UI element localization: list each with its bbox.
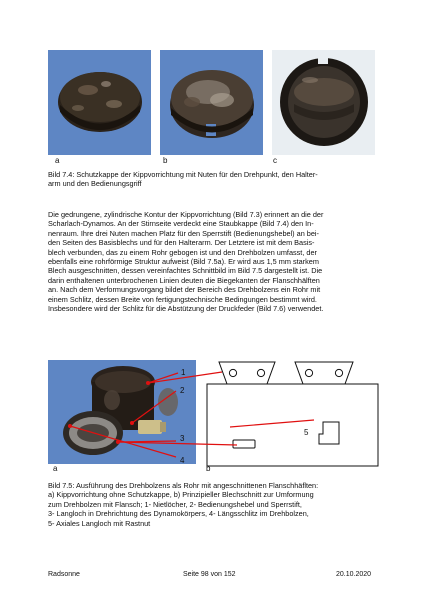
figure-7-5-caption — [48, 481, 384, 528]
body-line: nenraum. Ihre drei Nuten machen Platz für den Sperrstift (Bedienungshebel) an bei- — [48, 228, 319, 238]
body-paragraph — [48, 210, 384, 313]
callout-4: 4 — [180, 456, 185, 465]
figure-7-4-caption — [48, 170, 384, 189]
figure-7-5-label-b: b — [206, 464, 211, 473]
rivet-hole-left-2 — [257, 369, 264, 376]
figure-7-5-caption-line: Bild 7.5: Ausführung des Drehbolzens als Rohr mit angeschnittenen Flanschhäflten: — [48, 481, 319, 490]
footer-left: Radsonne — [48, 571, 80, 578]
rivet-hole-left — [229, 369, 236, 376]
body-line: ebenfalls eine rohrförmige Struktur aufweist (Bild 7.5a). Er wird aus 1,5 mm starkem — [48, 257, 319, 267]
rivet-hole-right — [305, 369, 312, 376]
footer-page-number: Seite 98 von 152 — [183, 571, 236, 578]
body-line: Blech ausgeschnitten, dessen vereinfachtes Schnittbild im Bild 7.5 dargestellt ist. Die — [48, 266, 323, 276]
figure-7-4-caption-line1: Bild 7.4: Schutzkappe der Kippvorrichtung mit Nuten für den Drehpunkt, den Halter- — [48, 170, 318, 179]
callout-3: 3 — [180, 434, 185, 443]
figure-7-4-label-a: a — [55, 156, 60, 165]
sheet-metal-cut-drawing — [205, 360, 380, 468]
photo-cap-angled-view — [160, 50, 263, 155]
rivet-hole-right-2 — [335, 369, 342, 376]
figure-7-5-caption-line: 5- Axiales Langloch mit Rastnut — [48, 518, 151, 528]
photo-cap-top-view — [48, 50, 151, 155]
body-line: einem Schlitz, dessen Breite von fertigungstechnische Bedingungen bestimmt wird. — [48, 294, 317, 304]
body-line: darin enthaltenen unterbrochenen Linien deuten die Biegekanten der Flanschhälften — [48, 275, 320, 285]
body-line: Insbesondere wird der Schlitz für die Abstützung der Druckfeder (Bild 7.6) verwendet. — [48, 304, 324, 314]
figure-7-5-caption-line: zum Drehbolzen mit Flansch; 1- Nietlöcher, 2- Bedienungshebel und Sperrstift, — [48, 499, 302, 509]
callout-5: 5 — [304, 428, 309, 437]
body-line: an. Nach dem Verformungsvorgang bildet der Bereich des Drehbolzens ein Rohr mit — [48, 285, 321, 295]
footer-date: 20.10.2020 — [336, 571, 372, 578]
callout-2: 2 — [180, 386, 185, 395]
body-line: Scharlach-Dynamos. An der Stirnseite verdeckt eine Staubkappe (Bild 7.4) den In- — [48, 219, 314, 229]
figure-7-4-label-c: c — [273, 156, 277, 165]
photo-cap-inside-view — [272, 50, 375, 155]
callout-1: 1 — [181, 368, 186, 377]
figure-7-5-label-a: a — [53, 464, 58, 473]
figure-7-4-caption-line2: arm und den Bedienungsgriff — [48, 179, 142, 189]
figure-7-5-caption-line: a) Kippvorrichtung ohne Schutzkappe, b) Prinzipieller Blechschnitt zur Umformung — [48, 490, 314, 500]
photo-tilt-mechanism — [48, 360, 196, 464]
figure-7-4-label-b: b — [163, 156, 168, 165]
body-line: blech verbunden, das zu einem Rohr gebogen ist und den Drehbolzen umfasst, der — [48, 247, 317, 257]
body-line: den Seiten des Basisblechs und für den Halterarm. Der Letztere ist mit dem Basis- — [48, 238, 315, 248]
body-line: Die gedrungene, zylindrische Kontur der Kippvorrichtung (Bild 7.3) erinnert an die der — [48, 210, 324, 219]
figure-7-5-caption-line: 3- Langloch in Drehrichtung des Dynamokörpers, 4- Längsschlitz im Drehbolzen, — [48, 509, 309, 519]
